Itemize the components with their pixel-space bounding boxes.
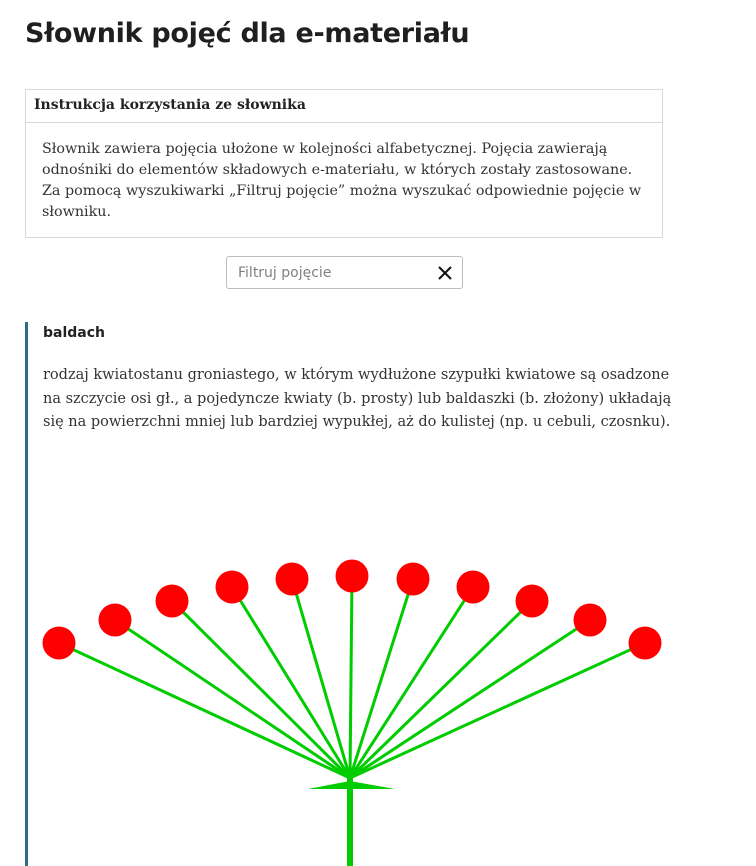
- umbel-ray: [350, 576, 352, 778]
- umbel-ray: [59, 643, 350, 778]
- flower: [156, 585, 189, 618]
- instructions-header: Instrukcja korzystania ze słownika: [26, 90, 662, 123]
- flower: [457, 571, 490, 604]
- flower: [574, 604, 607, 637]
- entry-definition: rodzaj kwiatostanu groniastego, w którym wydłużone szypułki kwiatowe są osadzone na szczycie osi gł., a pojedyncze kwiaty (b. prosty) lub baldaszki (b. złożony) układają się na powierzchni mniej lub bardziej wypukłej, aż do kulistej (np. u cebuli, czosnku).: [43, 367, 672, 430]
- page-title: Słownik pojęć dla e-materiału: [25, 18, 470, 49]
- flower: [629, 627, 662, 660]
- entry-term: baldach: [43, 325, 106, 341]
- flower: [516, 585, 549, 618]
- filter-box: [226, 256, 463, 289]
- flower: [397, 563, 430, 596]
- umbel-rays: [59, 576, 645, 778]
- umbel-illustration: [30, 545, 680, 866]
- umbel-ray: [115, 620, 350, 778]
- umbel-ray: [350, 620, 590, 778]
- flower: [276, 563, 309, 596]
- bract: [308, 781, 350, 789]
- bract: [350, 781, 395, 789]
- instructions-panel: [25, 89, 663, 238]
- flower: [43, 627, 76, 660]
- flower: [99, 604, 132, 637]
- flower: [336, 560, 369, 593]
- instructions-body: Słownik zawiera pojęcia ułożone w kolejności alfabetycznej. Pojęcia zawierają odnośniki do elementów składowych e-materiału, w których zostały zastosowane. Za pomocą wyszukiwarki „Filtruj pojęcie” można wyszukać odpowiednie pojęcie w słowniku.: [42, 141, 642, 220]
- flower: [216, 571, 249, 604]
- close-icon[interactable]: [437, 265, 453, 281]
- filter-input[interactable]: [227, 257, 427, 288]
